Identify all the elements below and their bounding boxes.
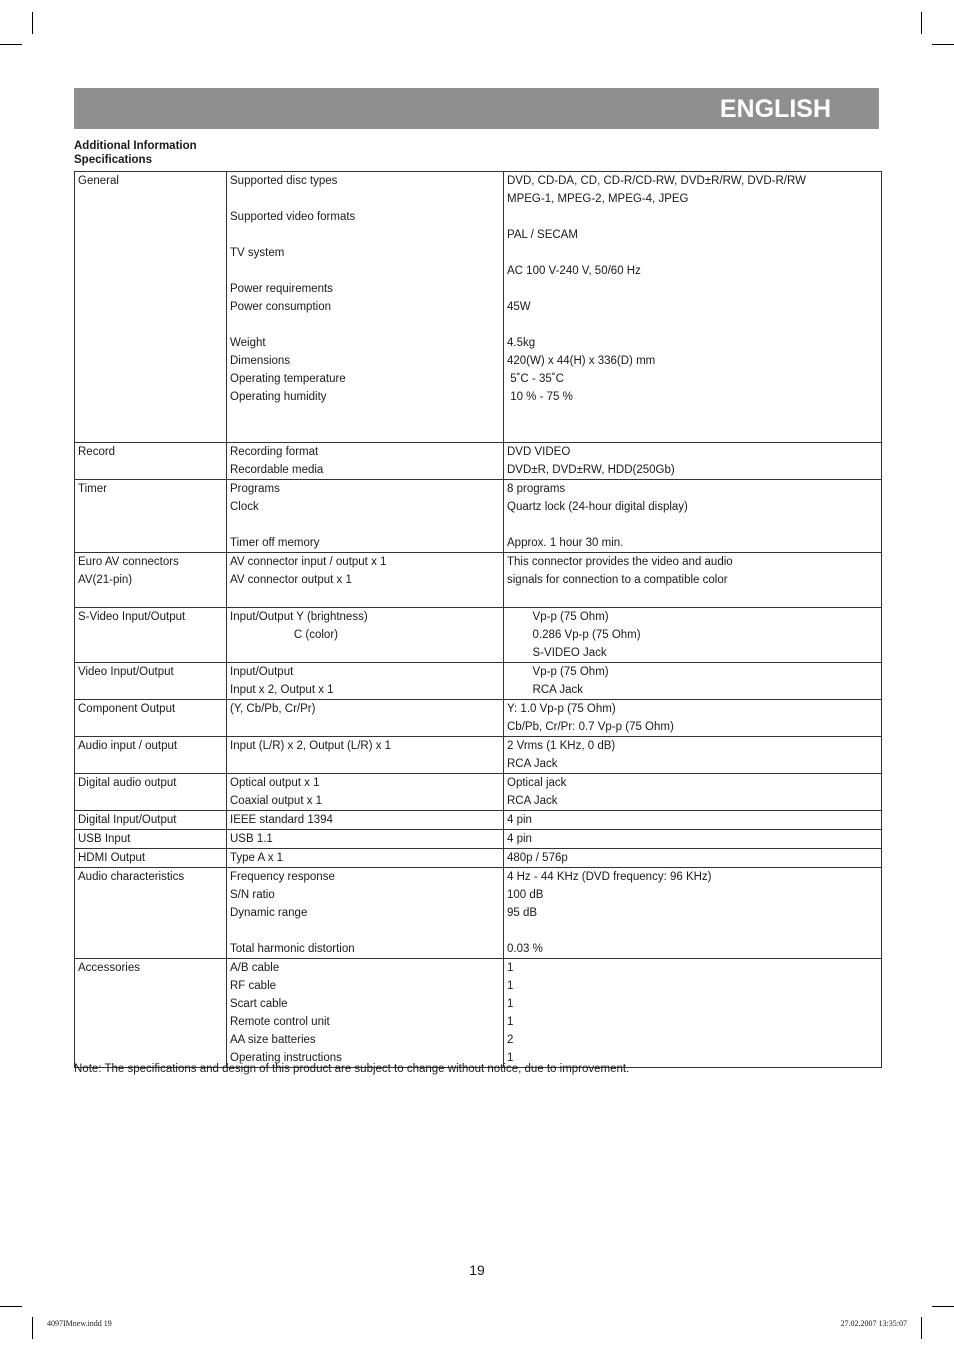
spec-item-cell xyxy=(227,774,504,811)
spec-value-cell xyxy=(504,774,882,811)
crop-mark xyxy=(32,1317,33,1339)
spec-line: Vp-p (75 Ohm) xyxy=(507,666,609,678)
spec-line: Operating humidity xyxy=(230,391,327,403)
spec-line: Remote control unit xyxy=(230,1016,330,1028)
spec-line xyxy=(230,922,500,940)
spec-line xyxy=(230,424,500,442)
spec-line: Y: 1.0 Vp-p (75 Ohm) xyxy=(507,703,616,715)
spec-line: 45W xyxy=(507,301,531,313)
spec-line: 0.03 % xyxy=(507,943,543,955)
spec-line xyxy=(230,516,500,534)
spec-line: 8 programs xyxy=(507,483,566,495)
spec-line: 480p / 576p xyxy=(507,852,568,864)
spec-line: Input/Output Y (brightness) xyxy=(230,611,368,623)
spec-line: AC 100 V-240 V, 50/60 Hz xyxy=(507,265,641,277)
spec-line xyxy=(507,406,878,424)
table-row xyxy=(75,830,882,849)
spec-item-cell xyxy=(227,553,504,608)
spec-line: AV connector input / output x 1 xyxy=(230,556,387,568)
spec-line: Accessories xyxy=(78,962,140,974)
spec-line: Audio characteristics xyxy=(78,871,185,883)
spec-line: Timer xyxy=(78,483,107,495)
spec-line: RF cable xyxy=(230,980,277,992)
spec-line xyxy=(507,316,878,334)
spec-line: Record xyxy=(78,446,116,458)
note-text: Note: The specifications and design of this product are subject to change without notice, due to improvement. xyxy=(74,1063,630,1075)
spec-line: 4 Hz - 44 KHz (DVD frequency: 96 KHz) xyxy=(507,871,712,883)
spec-category-cell xyxy=(75,443,227,480)
spec-line: Clock xyxy=(230,501,259,513)
table-row xyxy=(75,849,882,868)
crop-mark xyxy=(921,12,922,34)
spec-item-cell xyxy=(227,700,504,737)
spec-line: Operating instructions xyxy=(230,1052,342,1064)
spec-value-cell xyxy=(504,737,882,774)
spec-category-cell xyxy=(75,608,227,663)
section-subheading: Specifications xyxy=(74,154,152,166)
spec-line: HDMI Output xyxy=(78,852,146,864)
spec-line: RCA Jack xyxy=(507,684,584,696)
spec-line: Input (L/R) x 2, Output (L/R) x 1 xyxy=(230,740,392,752)
spec-category-cell xyxy=(75,663,227,700)
spec-category-cell xyxy=(75,868,227,959)
spec-category-cell xyxy=(75,959,227,1068)
spec-line xyxy=(230,262,500,280)
spec-line: DVD VIDEO xyxy=(507,446,571,458)
spec-line xyxy=(507,280,878,298)
spec-line: Coaxial output x 1 xyxy=(230,795,323,807)
spec-line: S-Video Input/Output xyxy=(78,611,186,623)
spec-line: Input x 2, Output x 1 xyxy=(230,684,334,696)
spec-line: 2 Vrms (1 KHz, 0 dB) xyxy=(507,740,616,752)
spec-value-cell xyxy=(504,811,882,830)
crop-mark xyxy=(0,1306,22,1307)
spec-line: DVD±R, DVD±RW, HDD(250Gb) xyxy=(507,464,675,476)
spec-line: S-VIDEO Jack xyxy=(507,647,607,659)
spec-line: AV connector output x 1 xyxy=(230,574,352,586)
footer-timestamp: 27.02.2007 13:35:07 xyxy=(840,1319,907,1328)
spec-value-cell xyxy=(504,959,882,1068)
table-row xyxy=(75,959,882,1068)
spec-line: Total harmonic distortion xyxy=(230,943,355,955)
spec-line: A/B cable xyxy=(230,962,280,974)
spec-line: Euro AV connectors xyxy=(78,556,179,568)
spec-line: 1 xyxy=(507,980,514,992)
spec-line: Digital Input/Output xyxy=(78,814,177,826)
spec-item-cell xyxy=(227,443,504,480)
spec-line: Video Input/Output xyxy=(78,666,174,678)
spec-line: DVD, CD-DA, CD, CD-R/CD-RW, DVD±R/RW, DVD-R/RW xyxy=(507,175,806,187)
spec-line: This connector provides the video and audio xyxy=(507,556,733,568)
table-row xyxy=(75,737,882,774)
spec-item-cell xyxy=(227,849,504,868)
spec-line: Optical jack xyxy=(507,777,567,789)
spec-category-cell xyxy=(75,172,227,443)
spec-line: 4.5kg xyxy=(507,337,536,349)
spec-category-cell xyxy=(75,480,227,553)
spec-category-cell xyxy=(75,700,227,737)
spec-line: AV(21-pin) xyxy=(78,574,133,586)
spec-line: Programs xyxy=(230,483,280,495)
spec-line: USB Input xyxy=(78,833,131,845)
spec-line: 100 dB xyxy=(507,889,544,901)
spec-line xyxy=(230,316,500,334)
spec-line: Quartz lock (24-hour digital display) xyxy=(507,501,688,513)
spec-line: 1 xyxy=(507,1016,514,1028)
spec-line xyxy=(230,589,500,607)
spec-line: Optical output x 1 xyxy=(230,777,320,789)
language-header-bar xyxy=(74,88,879,129)
footer-file: 4097IMnew.indd 19 xyxy=(47,1319,112,1328)
spec-line: Timer off memory xyxy=(230,537,320,549)
spec-line xyxy=(230,406,500,424)
spec-line: C (color) xyxy=(230,629,338,641)
spec-item-cell xyxy=(227,811,504,830)
spec-line xyxy=(230,644,500,662)
spec-line: Operating temperature xyxy=(230,373,346,385)
spec-line: Vp-p (75 Ohm) xyxy=(507,611,609,623)
spec-value-cell xyxy=(504,608,882,663)
table-row xyxy=(75,443,882,480)
spec-line: (Y, Cb/Pb, Cr/Pr) xyxy=(230,703,316,715)
spec-value-cell xyxy=(504,553,882,608)
spec-line: signals for connection to a compatible color xyxy=(507,574,728,586)
spec-line: Scart cable xyxy=(230,998,288,1010)
table-row xyxy=(75,700,882,737)
spec-line xyxy=(230,718,500,736)
crop-mark xyxy=(932,1306,954,1307)
spec-line: RCA Jack xyxy=(507,758,558,770)
spec-line: Recordable media xyxy=(230,464,324,476)
language-title: ENGLISH xyxy=(719,95,831,123)
spec-line: Power consumption xyxy=(230,301,331,313)
spec-line: RCA Jack xyxy=(507,795,558,807)
spec-value-cell xyxy=(504,172,882,443)
spec-line: 5˚C - 35˚C xyxy=(507,373,564,385)
spec-category-cell xyxy=(75,811,227,830)
spec-category-cell xyxy=(75,737,227,774)
spec-line: General xyxy=(78,175,119,187)
spec-line: TV system xyxy=(230,247,285,259)
spec-value-cell xyxy=(504,663,882,700)
spec-line: 1 xyxy=(507,1052,514,1064)
spec-item-cell xyxy=(227,737,504,774)
spec-line: Supported disc types xyxy=(230,175,338,187)
spec-line: USB 1.1 xyxy=(230,833,273,845)
spec-line xyxy=(507,922,878,940)
spec-line: 2 xyxy=(507,1034,514,1046)
spec-item-cell xyxy=(227,608,504,663)
spec-line xyxy=(78,589,223,607)
spec-value-cell xyxy=(504,849,882,868)
spec-line xyxy=(507,424,878,442)
spec-category-cell xyxy=(75,774,227,811)
spec-category-cell xyxy=(75,553,227,608)
spec-line: 4 pin xyxy=(507,833,532,845)
table-row xyxy=(75,172,882,443)
spec-line: 10 % - 75 % xyxy=(507,391,573,403)
spec-line: Supported video formats xyxy=(230,211,356,223)
spec-line: PAL / SECAM xyxy=(507,229,578,241)
table-row xyxy=(75,608,882,663)
spec-line: Recording format xyxy=(230,446,319,458)
spec-line xyxy=(230,755,500,773)
spec-item-cell xyxy=(227,959,504,1068)
spec-value-cell xyxy=(504,830,882,849)
table-row xyxy=(75,868,882,959)
section-heading: Additional Information xyxy=(74,140,197,152)
spec-line: 1 xyxy=(507,962,514,974)
spec-value-cell xyxy=(504,443,882,480)
table-row xyxy=(75,480,882,553)
spec-item-cell xyxy=(227,868,504,959)
spec-line xyxy=(507,516,878,534)
spec-line: Audio input / output xyxy=(78,740,178,752)
spec-line: 1 xyxy=(507,998,514,1010)
spec-line: Dynamic range xyxy=(230,907,308,919)
spec-line: Input/Output xyxy=(230,666,294,678)
spec-value-cell xyxy=(504,868,882,959)
spec-item-cell xyxy=(227,830,504,849)
spec-value-cell xyxy=(504,700,882,737)
spec-category-cell xyxy=(75,849,227,868)
table-row xyxy=(75,811,882,830)
spec-line xyxy=(230,190,500,208)
spec-line: IEEE standard 1394 xyxy=(230,814,333,826)
spec-line xyxy=(507,244,878,262)
crop-mark xyxy=(921,1317,922,1339)
spec-item-cell xyxy=(227,172,504,443)
spec-item-cell xyxy=(227,663,504,700)
spec-line: Component Output xyxy=(78,703,176,715)
spec-line: Weight xyxy=(230,337,266,349)
spec-line: Digital audio output xyxy=(78,777,177,789)
spec-line: Cb/Pb, Cr/Pr: 0.7 Vp-p (75 Ohm) xyxy=(507,721,674,733)
spec-line: S/N ratio xyxy=(230,889,275,901)
spec-item-cell xyxy=(227,480,504,553)
page-number: 19 xyxy=(469,1262,485,1278)
spec-line: AA size batteries xyxy=(230,1034,316,1046)
spec-line xyxy=(507,208,878,226)
crop-mark xyxy=(932,44,954,45)
spec-line: Type A x 1 xyxy=(230,852,284,864)
table-row xyxy=(75,553,882,608)
spec-line: 420(W) x 44(H) x 336(D) mm xyxy=(507,355,656,367)
spec-line: 0.286 Vp-p (75 Ohm) xyxy=(507,629,641,641)
spec-line: MPEG-1, MPEG-2, MPEG-4, JPEG xyxy=(507,193,689,205)
table-row xyxy=(75,774,882,811)
spec-line: Frequency response xyxy=(230,871,335,883)
table-row xyxy=(75,663,882,700)
spec-line: 95 dB xyxy=(507,907,538,919)
spec-line: Approx. 1 hour 30 min. xyxy=(507,537,624,549)
spec-line xyxy=(507,589,878,607)
spec-line: Power requirements xyxy=(230,283,333,295)
spec-category-cell xyxy=(75,830,227,849)
crop-mark xyxy=(0,44,22,45)
spec-line xyxy=(230,226,500,244)
specifications-table xyxy=(74,171,882,1068)
spec-line: 4 pin xyxy=(507,814,532,826)
crop-mark xyxy=(32,12,33,34)
spec-line: Dimensions xyxy=(230,355,291,367)
spec-value-cell xyxy=(504,480,882,553)
